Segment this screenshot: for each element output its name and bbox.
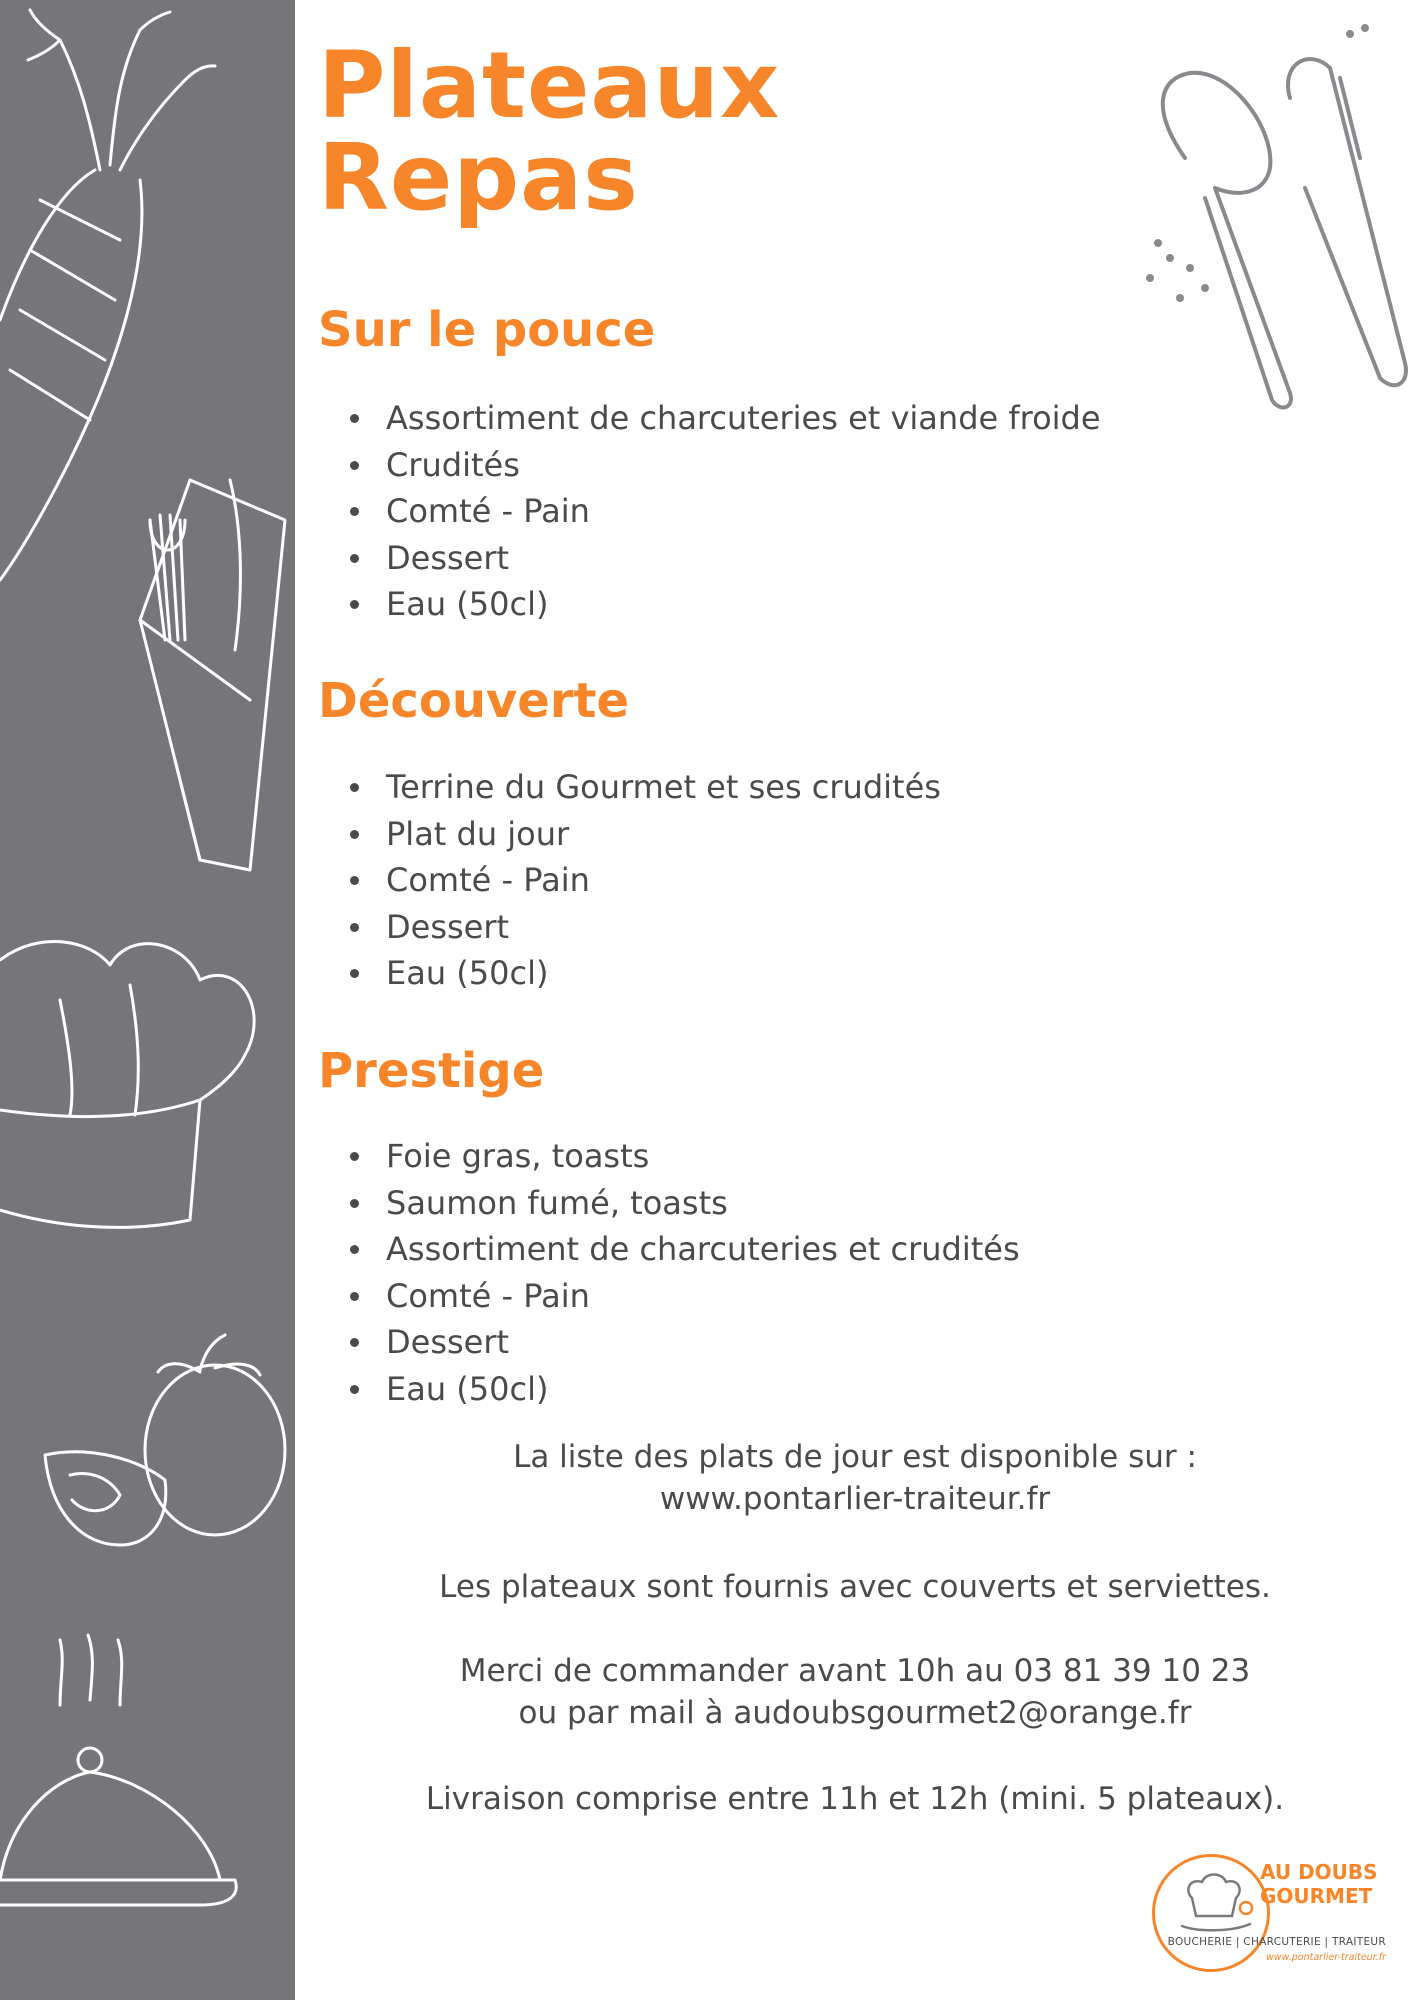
list-item: Dessert xyxy=(350,535,1101,582)
chef-logo-icon xyxy=(1172,1868,1262,1938)
brand-logo xyxy=(1150,1850,1390,1980)
section-list-sur-le-pouce xyxy=(350,395,1101,628)
list-item: Assortiment de charcuteries et crudités xyxy=(350,1226,1020,1273)
delivery-note: Livraison comprise entre 11h et 12h (mini. 5 plateaux). xyxy=(425,1781,1285,1817)
section-list-decouverte xyxy=(350,764,941,997)
carrot-icon xyxy=(0,10,215,580)
list-item: Comté - Pain xyxy=(350,488,1101,535)
daily-dishes-note xyxy=(330,1436,1380,1520)
list-item: Dessert xyxy=(350,1319,1020,1366)
logo-website: www.pontarlier-traiteur.fr xyxy=(1266,1952,1386,1963)
list-item: Comté - Pain xyxy=(350,857,941,904)
list-item: Saumon fumé, toasts xyxy=(350,1180,1020,1227)
section-heading-prestige: Prestige xyxy=(318,1043,545,1099)
list-item: Crudités xyxy=(350,442,1101,489)
title-line-2: Repas xyxy=(318,124,639,231)
section-list-prestige xyxy=(350,1133,1020,1412)
list-item: Plat du jour xyxy=(350,811,941,858)
logo-name-line-1: AU DOUBS xyxy=(1260,1860,1378,1884)
list-item: Comté - Pain xyxy=(350,1273,1020,1320)
order-email-text: ou par mail à audoubsgourmet2@orange.fr xyxy=(518,1695,1192,1731)
spoon-spatula-icon xyxy=(1110,8,1410,418)
list-item: Foie gras, toasts xyxy=(350,1133,1020,1180)
daily-dishes-text: La liste des plats de jour est disponible sur : xyxy=(513,1439,1197,1475)
website-link[interactable]: www.pontarlier-traiteur.fr xyxy=(659,1481,1051,1517)
title-line-1: Plateaux xyxy=(318,32,781,139)
list-item: Eau (50cl) xyxy=(350,950,941,997)
list-item: Eau (50cl) xyxy=(350,581,1101,628)
cloche-icon xyxy=(0,1635,236,1905)
tomato-icon xyxy=(45,1335,285,1545)
list-item: Assortiment de charcuteries et viande froide xyxy=(350,395,1101,442)
list-item: Terrine du Gourmet et ses crudités xyxy=(350,764,941,811)
logo-name-line-2: GOURMET xyxy=(1260,1884,1373,1908)
list-item: Eau (50cl) xyxy=(350,1366,1020,1413)
logo-subtitle: BOUCHERIE | CHARCUTERIE | TRAITEUR xyxy=(1167,1936,1386,1948)
logo-name xyxy=(1260,1860,1390,1908)
section-heading-decouverte: Découverte xyxy=(318,673,630,729)
cutlery-napkin-icon xyxy=(140,480,285,870)
page-title xyxy=(318,32,781,231)
order-note xyxy=(330,1650,1380,1734)
chef-hat-icon xyxy=(0,941,254,1227)
cutlery-note: Les plateaux sont fournis avec couverts et serviettes. xyxy=(439,1569,1271,1605)
order-phone-text: Merci de commander avant 10h au 03 81 39 10 23 xyxy=(459,1653,1251,1689)
section-heading-sur-le-pouce: Sur le pouce xyxy=(318,302,656,358)
decorative-sidebar xyxy=(0,0,295,2000)
list-item: Dessert xyxy=(350,904,941,951)
